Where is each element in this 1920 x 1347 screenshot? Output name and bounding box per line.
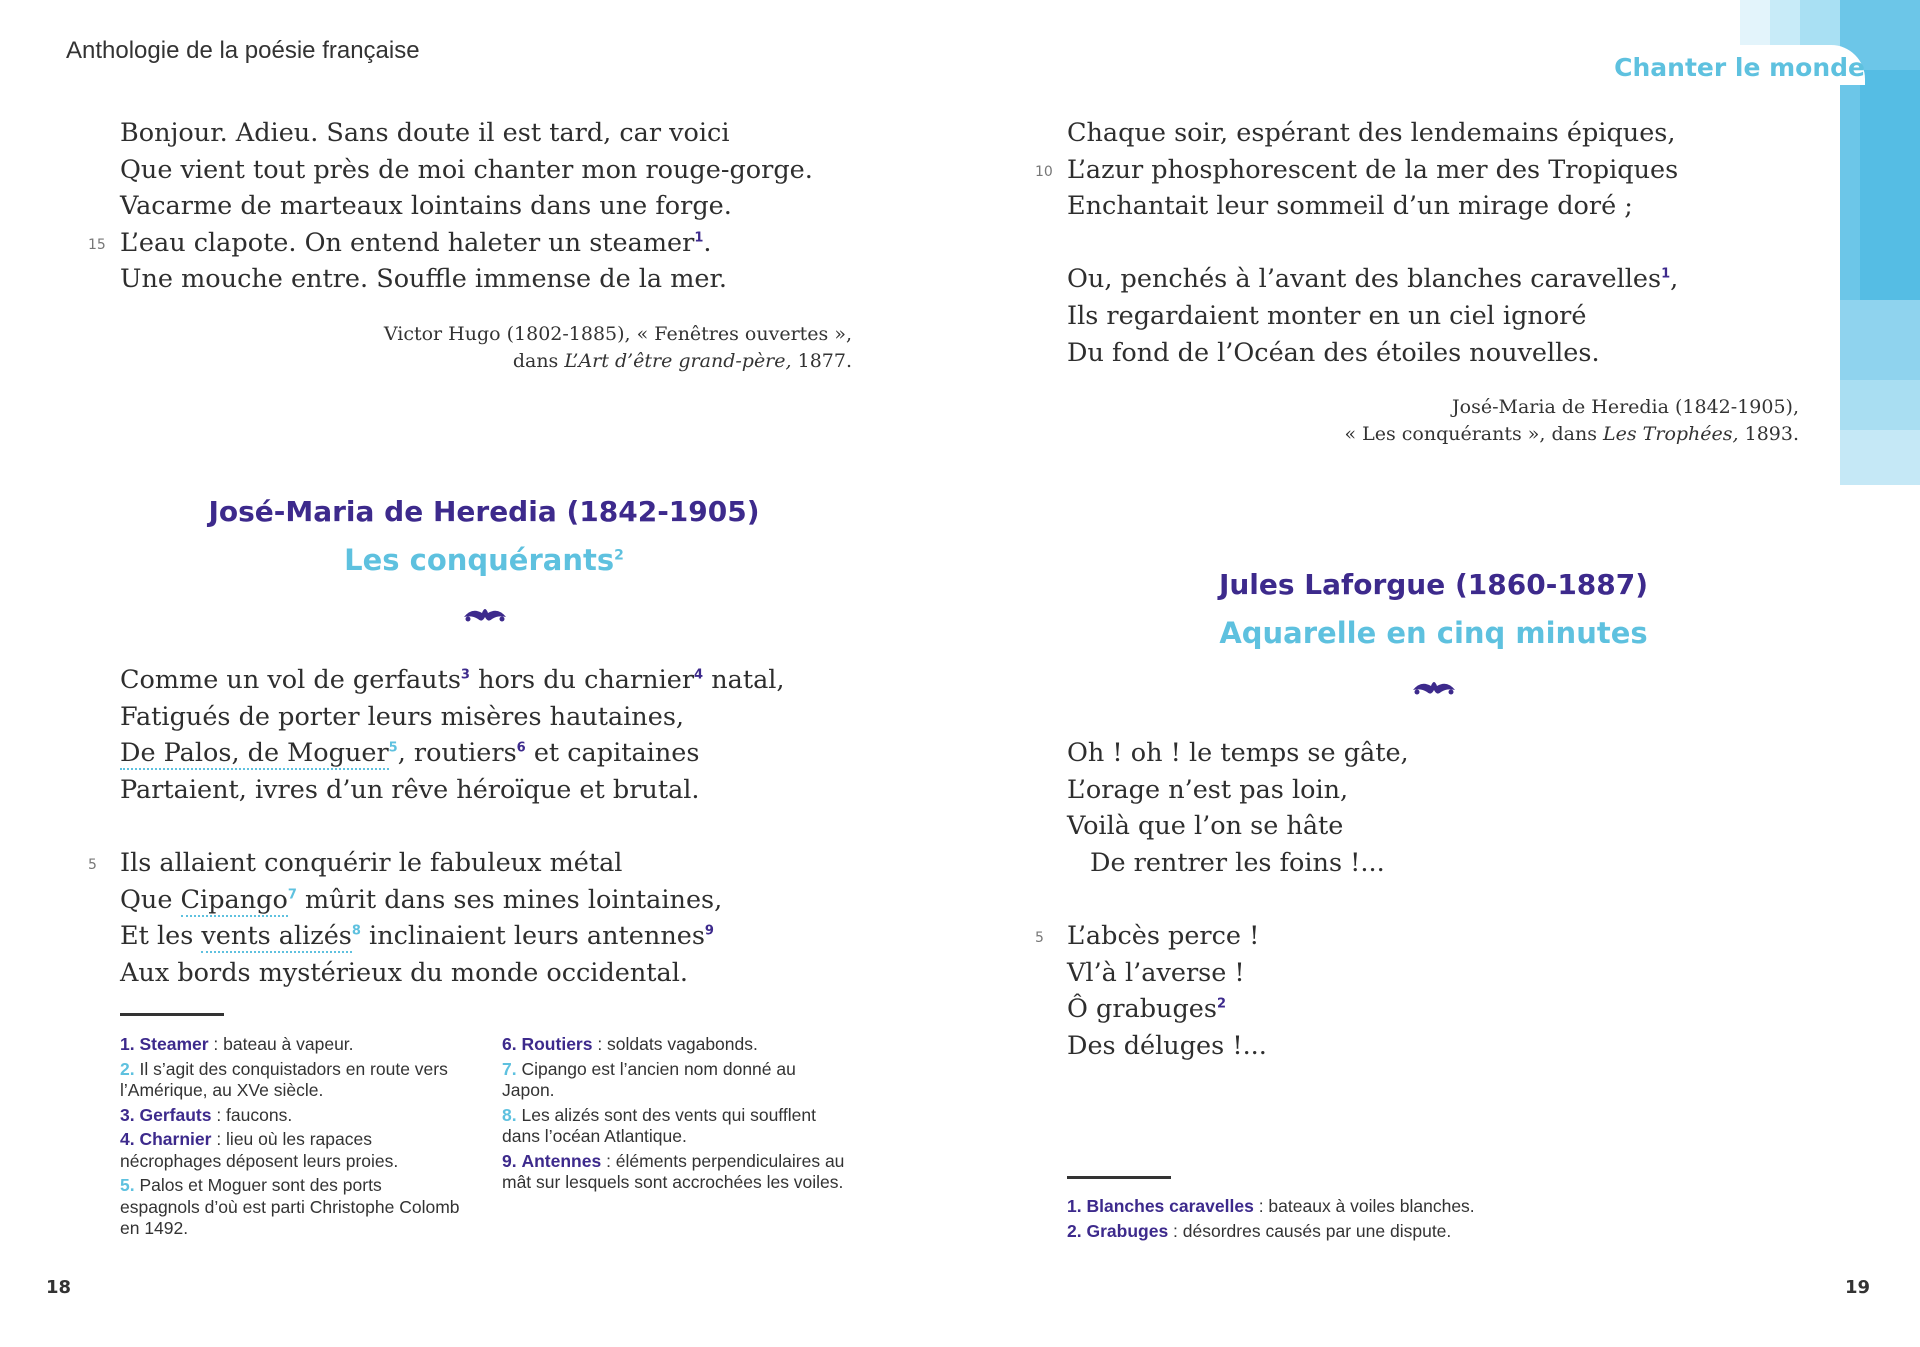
glossed-term: vents alizés [201, 921, 352, 952]
footnote: 7. Cipango est l’ancien nom donné au Japon. [502, 1058, 796, 1100]
poem-line: Bonjour. Adieu. Sans doute il est tard, car voici [120, 118, 730, 148]
page-number-right: 19 [1845, 1277, 1871, 1298]
footnote-ref: 2 [1216, 996, 1227, 1012]
hugo-credit: Victor Hugo (1802-1885), « Fenêtres ouvertes », dans L’Art d’être grand-père, 1877. [383, 323, 852, 372]
line-number: 5 [88, 856, 97, 873]
footnotes-left-col2 [502, 1034, 852, 1197]
footnote-ref: 5 [388, 740, 398, 756]
footnote: 1. Blanches caravelles : bateaux à voiles blanches. [1067, 1196, 1475, 1216]
footnote: 5. Palos et Moguer sont des ports espagnols d’où est parti Christophe Colomb en 1492. [120, 1175, 460, 1238]
laforgue-title: Aquarelle en cinq minutes [1219, 616, 1648, 650]
poem-line: Ils regardaient monter en un ciel ignoré [1067, 300, 1587, 331]
heredia-poem [88, 662, 785, 991]
poem-line: 5 L’abcès perce ! [1067, 918, 1409, 955]
poem-line: Partaient, ivres d’un rêve héroïque et brutal. [120, 774, 700, 805]
poem-line: Vacarme de marteaux lointains dans une forge. [120, 191, 732, 222]
poem-line: Et les vents alizés$^8$ inclinaient leurs antennes$^9$ [120, 921, 714, 952]
footnote: 8. Les alizés sont des vents qui soufflent dans l’océan Atlantique. [502, 1104, 816, 1146]
poem-line: Ou, penchés à l’avant des blanches caravelles$^1$, [1067, 264, 1679, 295]
glossed-term: Cipango [180, 884, 288, 915]
footnote: 4. Charnier : lieu où les rapaces nécrophages déposent leurs proies. [120, 1129, 399, 1171]
poem-line: De Palos, de Moguer$^5$, routiers$^6$ et capitaines [120, 738, 700, 769]
poem-line: L’orage n’est pas loin, [1067, 774, 1349, 805]
poem-line: Aux bords mystérieux du monde occidental. [120, 957, 689, 988]
poem-line: 10 L’azur phosphorescent de la mer des Tropiques [1067, 152, 1678, 189]
footnote-ref: 8 [351, 923, 361, 939]
poem-line: Oh ! oh ! le temps se gâte, [1067, 738, 1409, 768]
footnote-ref: 9 [704, 923, 714, 939]
poem-line: Que vient tout près de moi chanter mon rouge-gorge. [120, 154, 813, 185]
poem-line: Enchantait leur sommeil d’un mirage doré ; [1067, 191, 1633, 222]
glossed-term: De Palos, de Moguer [120, 738, 389, 769]
line-number: 15 [88, 236, 106, 253]
poem-line: Chaque soir, espérant des lendemains épiques, [1067, 118, 1676, 148]
footnotes-right [1067, 1196, 1567, 1245]
ornament-icon [1409, 676, 1459, 698]
footnote-ref: 7 [287, 887, 297, 903]
poem-line: Des déluges !... [1067, 1030, 1267, 1061]
footnote: 3. Gerfauts : faucons. [120, 1104, 293, 1125]
line-number: 10 [1035, 163, 1053, 180]
heredia-poem-continued [1035, 115, 1679, 371]
page-number-left: 18 [46, 1277, 72, 1298]
footnote-rule [1067, 1176, 1171, 1179]
hugo-poem-end [88, 115, 813, 298]
poem-line: Fatigués de porter leurs misères hautaines, [120, 701, 685, 732]
line-number: 5 [1035, 929, 1044, 946]
running-header-right: Chanter le monde [1614, 53, 1865, 82]
laforgue-author: Jules Laforgue (1860-1887) [1218, 568, 1649, 601]
poem-line: 5 Ils allaient conquérir le fabuleux métal [120, 845, 785, 882]
poem-line: 15 L’eau clapote. On entend haleter un steamer$^1$. [120, 225, 813, 262]
poem-line: Comme un vol de gerfauts$^3$ hors du charnier$^4$ natal, [120, 665, 785, 695]
footnote: 6. Routiers : soldats vagabonds. [502, 1034, 758, 1054]
footnotes-left-col1 [120, 1034, 460, 1243]
poem-line: Du fond de l’Océan des étoiles nouvelles. [1067, 337, 1600, 368]
running-header-left: Anthologie de la poésie française [66, 37, 420, 64]
ornament-icon [460, 603, 510, 625]
heredia-credit: José-Maria de Heredia (1842-1905), « Les conquérants », dans Les Trophées, 1893. [1344, 396, 1799, 445]
footnote-ref: 1 [694, 230, 704, 246]
footnote-rule [120, 1013, 224, 1016]
laforgue-poem [1035, 735, 1409, 1064]
heredia-author: José-Maria de Heredia (1842-1905) [208, 495, 760, 528]
footnote: 2. Il s’agit des conquistadors en route vers l’Amérique, au XVe siècle. [120, 1058, 448, 1100]
poem-line: Vl’à l’averse ! [1067, 957, 1245, 988]
footnote-ref: 6 [516, 740, 526, 756]
poem-line: Voilà que l’on se hâte [1067, 811, 1344, 842]
heredia-title: Les conquérants$^2$ [344, 543, 624, 577]
footnote-ref: 1 [1661, 266, 1671, 282]
footnote: 9. Antennes : éléments perpendiculaires au mât sur lesquels sont accrochées les voiles. [502, 1150, 845, 1192]
footnote-ref: 3 [460, 667, 470, 683]
footnote: 1. Steamer : bateau à vapeur. [120, 1034, 354, 1054]
poem-line: Ô grabuges$^2$ [1067, 994, 1227, 1025]
footnote: 2. Grabuges : désordres causés par une dispute. [1067, 1220, 1452, 1241]
poem-line: De rentrer les foins !... [1090, 847, 1385, 878]
poem-line: Une mouche entre. Souffle immense de la mer. [120, 264, 727, 295]
footnote-ref: 4 [694, 667, 704, 683]
poem-line: Que Cipango$^7$ mûrit dans ses mines lointaines, [120, 884, 723, 915]
